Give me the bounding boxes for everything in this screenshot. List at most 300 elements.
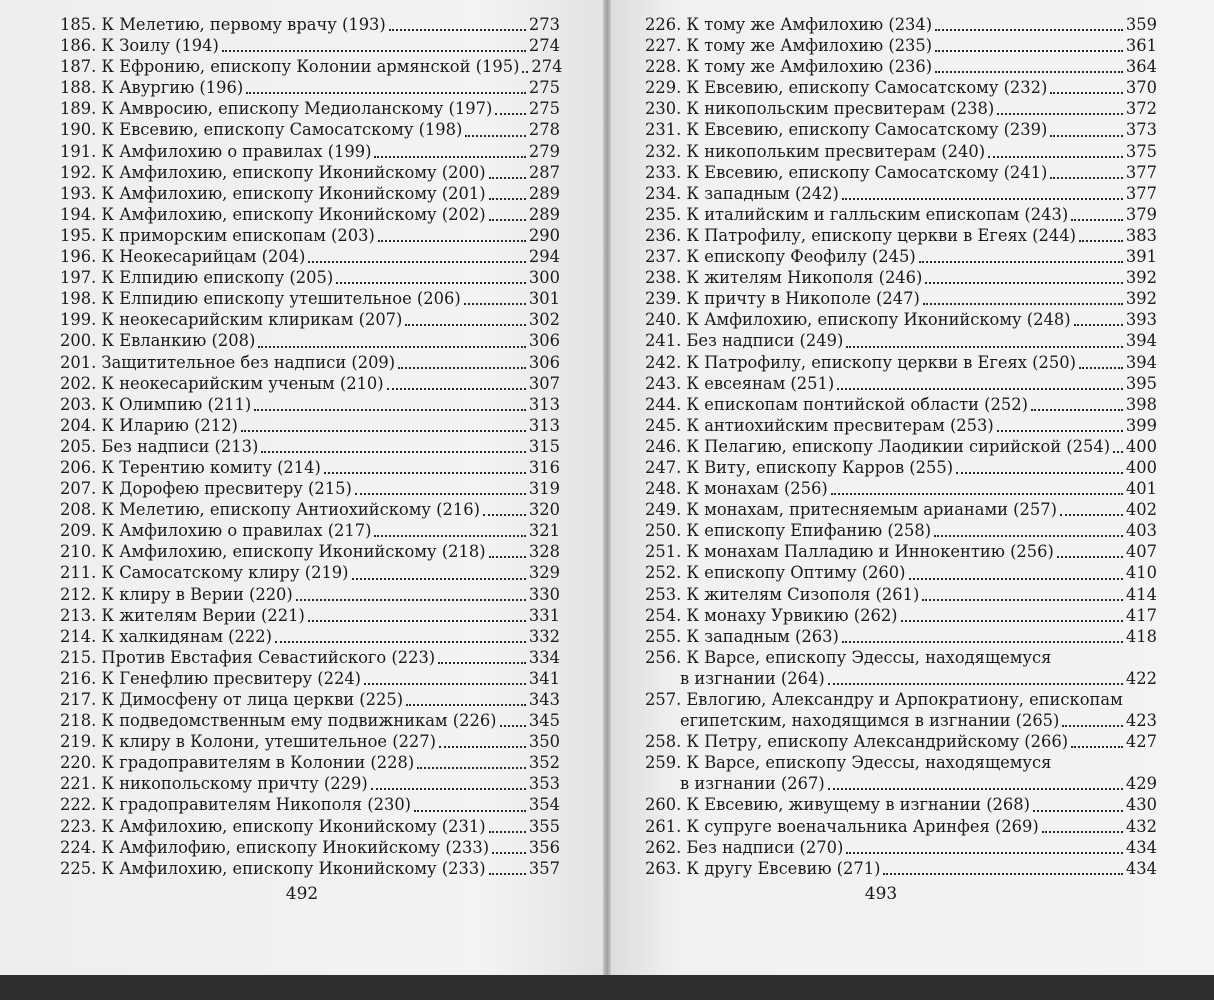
entry-title: 251. К монахам Палладию и Иннокентию (256) bbox=[645, 542, 1054, 562]
entry-page-number: 279 bbox=[528, 141, 560, 161]
entry-page-number: 370 bbox=[1125, 78, 1157, 98]
toc-entry bbox=[60, 162, 560, 183]
toc-entry bbox=[645, 14, 1157, 35]
toc-entry bbox=[645, 373, 1157, 394]
entry-title: 238. К жителям Никополя (246) bbox=[645, 268, 923, 288]
toc-entry bbox=[645, 436, 1157, 457]
entry-page-number: 356 bbox=[528, 837, 560, 857]
toc-entry bbox=[60, 119, 560, 140]
entry-title: 213. К жителям Верии (221) bbox=[60, 605, 305, 625]
dot-leader bbox=[925, 281, 1123, 284]
dot-leader bbox=[254, 408, 526, 411]
entry-title: 217. К Димосфену от лица церкви (225) bbox=[60, 690, 404, 709]
entry-title-continuation: египетским, находящимся в изгнании (265) bbox=[680, 711, 1060, 731]
dot-leader bbox=[1042, 830, 1123, 833]
right-page bbox=[607, 0, 1214, 975]
entry-page-number: 434 bbox=[1125, 858, 1157, 878]
entry-title: 221. К никопольскому причту (229) bbox=[60, 774, 368, 794]
toc-entry bbox=[645, 731, 1157, 752]
entry-page-number: 357 bbox=[528, 858, 560, 878]
entry-page-number: 306 bbox=[528, 352, 560, 372]
dot-leader bbox=[483, 513, 526, 516]
toc-entry bbox=[645, 204, 1157, 225]
entry-title: 188. К Авургию (196) bbox=[60, 78, 244, 98]
dot-leader bbox=[1071, 745, 1123, 748]
entry-page-number: 334 bbox=[528, 647, 560, 667]
entry-page-number: 359 bbox=[1125, 15, 1157, 34]
entry-page-number: 377 bbox=[1125, 183, 1157, 203]
dot-leader bbox=[1079, 366, 1123, 369]
entry-title: 227. К тому же Амфилохию (235) bbox=[645, 36, 933, 56]
entry-page-number: 353 bbox=[528, 774, 560, 794]
entry-title: 190. К Евсевию, епископу Самосатскому (198) bbox=[60, 120, 463, 140]
toc-entry bbox=[645, 541, 1157, 562]
entry-page-number: 377 bbox=[1125, 162, 1157, 182]
entry-title: 214. К халкидянам (222) bbox=[60, 626, 272, 646]
toc-entry bbox=[645, 56, 1157, 77]
entry-page-number: 364 bbox=[1125, 57, 1157, 77]
toc-entry bbox=[645, 858, 1157, 879]
dot-leader bbox=[935, 28, 1123, 31]
entry-title: 250. К епископу Епифанию (258) bbox=[645, 521, 932, 541]
dot-leader bbox=[406, 703, 526, 706]
dot-leader bbox=[296, 598, 526, 601]
entry-page-number: 407 bbox=[1125, 542, 1157, 562]
toc-entry bbox=[60, 436, 560, 457]
scan-background bbox=[0, 975, 1214, 1000]
toc-entry bbox=[645, 752, 1157, 794]
dot-leader bbox=[241, 429, 526, 432]
dot-leader bbox=[883, 872, 1122, 875]
entry-page-number: 429 bbox=[1125, 774, 1157, 794]
entry-page-number: 316 bbox=[528, 457, 560, 477]
toc-entry bbox=[645, 267, 1157, 288]
entry-page-number: 372 bbox=[1125, 99, 1157, 119]
entry-title: 222. К градоправителям Никополя (230) bbox=[60, 795, 412, 815]
dot-leader bbox=[956, 471, 1123, 474]
entry-page-number: 341 bbox=[528, 668, 560, 688]
dot-leader bbox=[988, 155, 1123, 158]
entry-page-number: 332 bbox=[528, 626, 560, 646]
entry-page-number: 383 bbox=[1125, 225, 1157, 245]
entry-page-number: 417 bbox=[1125, 605, 1157, 625]
entry-title: 210. К Амфилохию, епископу Иконийскому (218) bbox=[60, 542, 486, 562]
entry-title: 249. К монахам, притесняемым арианами (257) bbox=[645, 500, 1057, 520]
entry-title: 237. К епископу Феофилу (245) bbox=[645, 247, 916, 267]
dot-leader bbox=[258, 345, 526, 348]
entry-page-number: 350 bbox=[528, 732, 560, 752]
dot-leader bbox=[923, 302, 1123, 305]
dot-leader bbox=[222, 49, 526, 52]
dot-leader bbox=[389, 28, 526, 31]
toc-entry bbox=[60, 246, 560, 267]
toc-entry bbox=[60, 35, 560, 56]
entry-title: 186. К Зоилу (194) bbox=[60, 36, 219, 56]
entry-title: 262. Без надписи (270) bbox=[645, 837, 844, 857]
entry-page-number: 294 bbox=[528, 247, 560, 267]
toc-entry bbox=[60, 710, 560, 731]
entry-title: 257. Евлогию, Александру и Арпократиону, епископам bbox=[645, 690, 1123, 709]
entry-page-number: 395 bbox=[1125, 373, 1157, 393]
entry-title: 235. К италийским и галльским епископам (243) bbox=[645, 204, 1069, 224]
dot-leader bbox=[489, 555, 526, 558]
dot-leader bbox=[1071, 218, 1123, 221]
table-of-contents-right bbox=[645, 14, 1157, 879]
entry-page-number: 375 bbox=[1125, 141, 1157, 161]
entry-title: 245. К антиохийским пресвитерам (253) bbox=[645, 415, 994, 435]
dot-leader bbox=[308, 619, 526, 622]
entry-title: 198. К Елпидию епископу утешительное (206) bbox=[60, 289, 461, 309]
toc-entry bbox=[645, 816, 1157, 837]
entry-title: 254. К монаху Урвикию (262) bbox=[645, 605, 898, 625]
dot-leader bbox=[1057, 555, 1123, 558]
entry-title: 259. К Варсе, епископу Эдессы, находящемуся bbox=[645, 753, 1052, 773]
toc-entry bbox=[645, 689, 1157, 731]
entry-title: 207. К Дорофею пресвитеру (215) bbox=[60, 479, 352, 499]
entry-page-number: 306 bbox=[528, 331, 560, 351]
toc-entry bbox=[645, 183, 1157, 204]
entry-page-number: 355 bbox=[528, 816, 560, 836]
dot-leader bbox=[935, 70, 1123, 73]
entry-title: 228. К тому же Амфилохию (236) bbox=[645, 57, 933, 77]
dot-leader bbox=[831, 492, 1123, 495]
dot-leader bbox=[465, 134, 526, 137]
entry-page-number: 315 bbox=[528, 436, 560, 456]
entry-title: 209. К Амфилохию о правилах (217) bbox=[60, 521, 372, 541]
entry-title: 196. К Неокесарийцам (204) bbox=[60, 247, 306, 267]
toc-entry bbox=[645, 647, 1157, 689]
entry-title-continuation: в изгнании (267) bbox=[680, 774, 825, 794]
toc-entry bbox=[60, 141, 560, 162]
dot-leader bbox=[1062, 724, 1123, 727]
entry-page-number: 403 bbox=[1125, 521, 1157, 541]
entry-title: 206. К Терентию комиту (214) bbox=[60, 457, 321, 477]
entry-title: 205. Без надписи (213) bbox=[60, 436, 259, 456]
dot-leader bbox=[495, 112, 526, 115]
entry-page-number: 274 bbox=[531, 57, 563, 77]
toc-entry bbox=[645, 246, 1157, 267]
toc-entry bbox=[645, 98, 1157, 119]
dot-leader bbox=[522, 70, 528, 73]
entry-page-number: 321 bbox=[528, 521, 560, 541]
toc-entry bbox=[60, 752, 560, 773]
toc-entry bbox=[60, 858, 560, 879]
entry-title: 216. К Генефлию пресвитеру (224) bbox=[60, 668, 362, 688]
entry-title: 191. К Амфилохию о правилах (199) bbox=[60, 141, 372, 161]
dot-leader bbox=[828, 787, 1123, 790]
entry-title: 232. К никопольким пресвитерам (240) bbox=[645, 141, 986, 161]
toc-entry bbox=[60, 794, 560, 815]
entry-title: 203. К Олимпию (211) bbox=[60, 394, 252, 414]
toc-entry bbox=[60, 668, 560, 689]
entry-title: 256. К Варсе, епископу Эдессы, находящемуся bbox=[645, 647, 1052, 667]
toc-entry bbox=[645, 457, 1157, 478]
left-page bbox=[0, 0, 607, 975]
dot-leader bbox=[1031, 408, 1123, 411]
dot-leader bbox=[846, 851, 1123, 854]
entry-page-number: 352 bbox=[528, 753, 560, 773]
entry-page-number: 402 bbox=[1125, 500, 1157, 520]
entry-page-number: 290 bbox=[528, 225, 560, 245]
dot-leader bbox=[1074, 323, 1123, 326]
entry-title: 224. К Амфилофию, епископу Инокийскому (233) bbox=[60, 837, 490, 857]
entry-title: 248. К монахам (256) bbox=[645, 479, 828, 499]
dot-leader bbox=[489, 218, 526, 221]
book-gutter bbox=[603, 0, 611, 975]
dot-leader bbox=[935, 49, 1123, 52]
entry-title: 208. К Мелетию, епископу Антиохийскому (216) bbox=[60, 500, 480, 520]
entry-page-number: 300 bbox=[528, 268, 560, 288]
entry-title: 247. К Виту, епископу Карров (255) bbox=[645, 457, 954, 477]
entry-title: 244. К епископам понтийской области (252) bbox=[645, 394, 1028, 414]
table-of-contents-left bbox=[60, 14, 563, 879]
toc-entry bbox=[60, 541, 560, 562]
dot-leader bbox=[1050, 134, 1123, 137]
toc-entry bbox=[60, 647, 560, 668]
entry-title: 263. К другу Евсевию (271) bbox=[645, 858, 881, 878]
entry-page-number: 301 bbox=[528, 289, 560, 309]
dot-leader bbox=[378, 239, 526, 242]
entry-title: 260. К Евсевию, живущему в изгнании (268) bbox=[645, 795, 1030, 815]
dot-leader bbox=[464, 302, 526, 305]
entry-page-number: 345 bbox=[528, 711, 560, 731]
entry-title: 243. К евсеянам (251) bbox=[645, 373, 835, 393]
entry-title: 246. К Пелагию, епископу Лаодикии сирийской (254) bbox=[645, 436, 1111, 456]
toc-entry bbox=[60, 478, 560, 499]
entry-page-number: 319 bbox=[528, 479, 560, 499]
entry-title: 241. Без надписи (249) bbox=[645, 331, 844, 351]
toc-entry bbox=[60, 731, 560, 752]
dot-leader bbox=[934, 534, 1123, 537]
entry-page-number: 313 bbox=[528, 394, 560, 414]
entry-page-number: 274 bbox=[528, 36, 560, 56]
dot-leader bbox=[489, 197, 526, 200]
toc-entry bbox=[645, 562, 1157, 583]
entry-title: 223. К Амфилохию, епископу Иконийскому (231) bbox=[60, 816, 486, 836]
dot-leader bbox=[828, 682, 1123, 685]
dot-leader bbox=[275, 640, 526, 643]
entry-title: 218. К подведомственным ему подвижникам (226) bbox=[60, 711, 497, 731]
page-number-right: 493 bbox=[864, 884, 898, 904]
dot-leader bbox=[1033, 809, 1123, 812]
entry-page-number: 278 bbox=[528, 120, 560, 140]
entry-title-continuation: в изгнании (264) bbox=[680, 668, 825, 688]
toc-entry bbox=[645, 119, 1157, 140]
entry-page-number: 302 bbox=[528, 310, 560, 330]
dot-leader bbox=[1050, 91, 1123, 94]
dot-leader bbox=[364, 682, 526, 685]
toc-entry bbox=[60, 330, 560, 351]
entry-page-number: 379 bbox=[1125, 204, 1157, 224]
dot-leader bbox=[842, 197, 1123, 200]
entry-title: 220. К градоправителям в Колонии (228) bbox=[60, 753, 415, 773]
dot-leader bbox=[1079, 239, 1123, 242]
toc-entry bbox=[645, 478, 1157, 499]
entry-title: 185. К Мелетию, первому врачу (193) bbox=[60, 15, 386, 34]
entry-title: 253. К жителям Сизополя (261) bbox=[645, 584, 920, 604]
entry-title: 192. К Амфилохию, епископу Иконийскому (200) bbox=[60, 162, 486, 182]
entry-page-number: 432 bbox=[1125, 816, 1157, 836]
dot-leader bbox=[438, 661, 526, 664]
entry-page-number: 434 bbox=[1125, 837, 1157, 857]
dot-leader bbox=[1113, 450, 1123, 453]
entry-title: 197. К Елпидию епископу (205) bbox=[60, 268, 334, 288]
entry-title: 233. К Евсевию, епископу Самосатскому (241) bbox=[645, 162, 1048, 182]
entry-page-number: 392 bbox=[1125, 289, 1157, 309]
entry-title: 195. К приморским епископам (203) bbox=[60, 225, 375, 245]
entry-title: 187. К Ефронию, епископу Колонии армянской (195) bbox=[60, 57, 520, 77]
dot-leader bbox=[842, 640, 1123, 643]
dot-leader bbox=[997, 429, 1123, 432]
toc-entry bbox=[645, 141, 1157, 162]
toc-entry bbox=[60, 98, 560, 119]
entry-title: 215. Против Евстафия Севастийского (223) bbox=[60, 647, 436, 667]
toc-entry bbox=[60, 499, 560, 520]
entry-page-number: 418 bbox=[1125, 626, 1157, 646]
toc-entry bbox=[645, 330, 1157, 351]
dot-leader bbox=[439, 745, 526, 748]
dot-leader bbox=[1050, 176, 1123, 179]
dot-leader bbox=[374, 534, 525, 537]
toc-entry bbox=[60, 77, 560, 98]
dot-leader bbox=[922, 598, 1123, 601]
toc-entry bbox=[645, 584, 1157, 605]
entry-page-number: 289 bbox=[528, 204, 560, 224]
toc-entry bbox=[60, 415, 560, 436]
toc-entry bbox=[60, 816, 560, 837]
dot-leader bbox=[352, 577, 526, 580]
dot-leader bbox=[919, 260, 1123, 263]
entry-page-number: 330 bbox=[528, 584, 560, 604]
toc-entry bbox=[645, 77, 1157, 98]
dot-leader bbox=[246, 91, 526, 94]
toc-entry bbox=[645, 520, 1157, 541]
toc-entry bbox=[645, 394, 1157, 415]
toc-entry bbox=[645, 352, 1157, 373]
dot-leader bbox=[909, 577, 1123, 580]
entry-title: 252. К епископу Оптиму (260) bbox=[645, 563, 906, 583]
entry-title: 226. К тому же Амфилохию (234) bbox=[645, 15, 933, 34]
entry-page-number: 275 bbox=[528, 99, 560, 119]
entry-title: 234. К западным (242) bbox=[645, 183, 839, 203]
toc-entry bbox=[60, 225, 560, 246]
toc-entry bbox=[60, 605, 560, 626]
dot-leader bbox=[489, 872, 526, 875]
dot-leader bbox=[371, 787, 526, 790]
toc-entry bbox=[60, 773, 560, 794]
entry-title: 200. К Евланкию (208) bbox=[60, 331, 256, 351]
toc-entry bbox=[645, 415, 1157, 436]
toc-entry bbox=[60, 626, 560, 647]
entry-page-number: 400 bbox=[1125, 436, 1157, 456]
entry-page-number: 275 bbox=[528, 78, 560, 98]
toc-entry bbox=[60, 584, 560, 605]
toc-entry bbox=[60, 267, 560, 288]
entry-title: 194. К Амфилохию, епископу Иконийскому (202) bbox=[60, 204, 486, 224]
toc-entry bbox=[60, 288, 560, 309]
toc-entry bbox=[60, 183, 560, 204]
entry-title: 242. К Патрофилу, епископу церкви в Егеях (250) bbox=[645, 352, 1076, 372]
dot-leader bbox=[417, 766, 526, 769]
toc-entry bbox=[645, 35, 1157, 56]
toc-entry bbox=[645, 309, 1157, 330]
entry-page-number: 289 bbox=[528, 183, 560, 203]
page-number-left: 492 bbox=[285, 884, 319, 904]
entry-title: 236. К Патрофилу, епископу церкви в Егеях (244) bbox=[645, 225, 1076, 245]
entry-title: 201. Защитительное без надписи (209) bbox=[60, 352, 396, 372]
entry-page-number: 343 bbox=[528, 690, 560, 709]
dot-leader bbox=[489, 176, 526, 179]
entry-page-number: 328 bbox=[528, 542, 560, 562]
entry-page-number: 273 bbox=[528, 15, 560, 34]
entry-page-number: 313 bbox=[528, 415, 560, 435]
entry-title: 229. К Евсевию, епископу Самосатскому (232) bbox=[645, 78, 1048, 98]
dot-leader bbox=[387, 387, 526, 390]
entry-title: 258. К Петру, епископу Александрийскому (266) bbox=[645, 732, 1069, 752]
dot-leader bbox=[500, 724, 526, 727]
entry-title: 261. К супруге военачальника Аринфея (269) bbox=[645, 816, 1039, 836]
entry-page-number: 320 bbox=[528, 500, 560, 520]
entry-title: 219. К клиру в Колони, утешительное (227) bbox=[60, 732, 436, 752]
toc-entry bbox=[60, 14, 560, 35]
entry-page-number: 394 bbox=[1125, 331, 1157, 351]
entry-title: 240. К Амфилохию, епископу Иконийскому (248) bbox=[645, 310, 1071, 330]
toc-entry bbox=[645, 225, 1157, 246]
toc-entry bbox=[60, 204, 560, 225]
toc-entry bbox=[60, 562, 560, 583]
entry-page-number: 373 bbox=[1125, 120, 1157, 140]
entry-page-number: 401 bbox=[1125, 479, 1157, 499]
entry-page-number: 392 bbox=[1125, 268, 1157, 288]
entry-title: 231. К Евсевию, епископу Самосатскому (239) bbox=[645, 120, 1048, 140]
entry-page-number: 427 bbox=[1125, 732, 1157, 752]
entry-page-number: 354 bbox=[528, 795, 560, 815]
entry-page-number: 394 bbox=[1125, 352, 1157, 372]
entry-page-number: 422 bbox=[1125, 668, 1157, 688]
entry-title: 189. К Амвросию, епископу Медиоланскому (197) bbox=[60, 99, 493, 119]
dot-leader bbox=[405, 323, 526, 326]
toc-entry bbox=[645, 837, 1157, 858]
toc-entry bbox=[60, 457, 560, 478]
dot-leader bbox=[846, 345, 1123, 348]
dot-leader bbox=[398, 366, 526, 369]
entry-page-number: 329 bbox=[528, 563, 560, 583]
entry-page-number: 430 bbox=[1125, 795, 1157, 815]
toc-entry bbox=[60, 309, 560, 330]
toc-entry bbox=[645, 626, 1157, 647]
dot-leader bbox=[901, 619, 1123, 622]
dot-leader bbox=[1060, 513, 1123, 516]
dot-leader bbox=[308, 260, 526, 263]
toc-entry bbox=[60, 689, 560, 710]
dot-leader bbox=[997, 112, 1123, 115]
dot-leader bbox=[492, 851, 526, 854]
entry-title: 212. К клиру в Верии (220) bbox=[60, 584, 293, 604]
entry-page-number: 399 bbox=[1125, 415, 1157, 435]
dot-leader bbox=[374, 155, 525, 158]
entry-page-number: 400 bbox=[1125, 457, 1157, 477]
dot-leader bbox=[324, 471, 526, 474]
toc-entry bbox=[60, 837, 560, 858]
entry-page-number: 391 bbox=[1125, 247, 1157, 267]
dot-leader bbox=[837, 387, 1123, 390]
entry-page-number: 307 bbox=[528, 373, 560, 393]
entry-page-number: 398 bbox=[1125, 394, 1157, 414]
entry-title: 202. К неокесарийским ученым (210) bbox=[60, 373, 384, 393]
toc-entry bbox=[645, 605, 1157, 626]
toc-entry bbox=[60, 394, 560, 415]
entry-title: 211. К Самосатскому клиру (219) bbox=[60, 563, 349, 583]
